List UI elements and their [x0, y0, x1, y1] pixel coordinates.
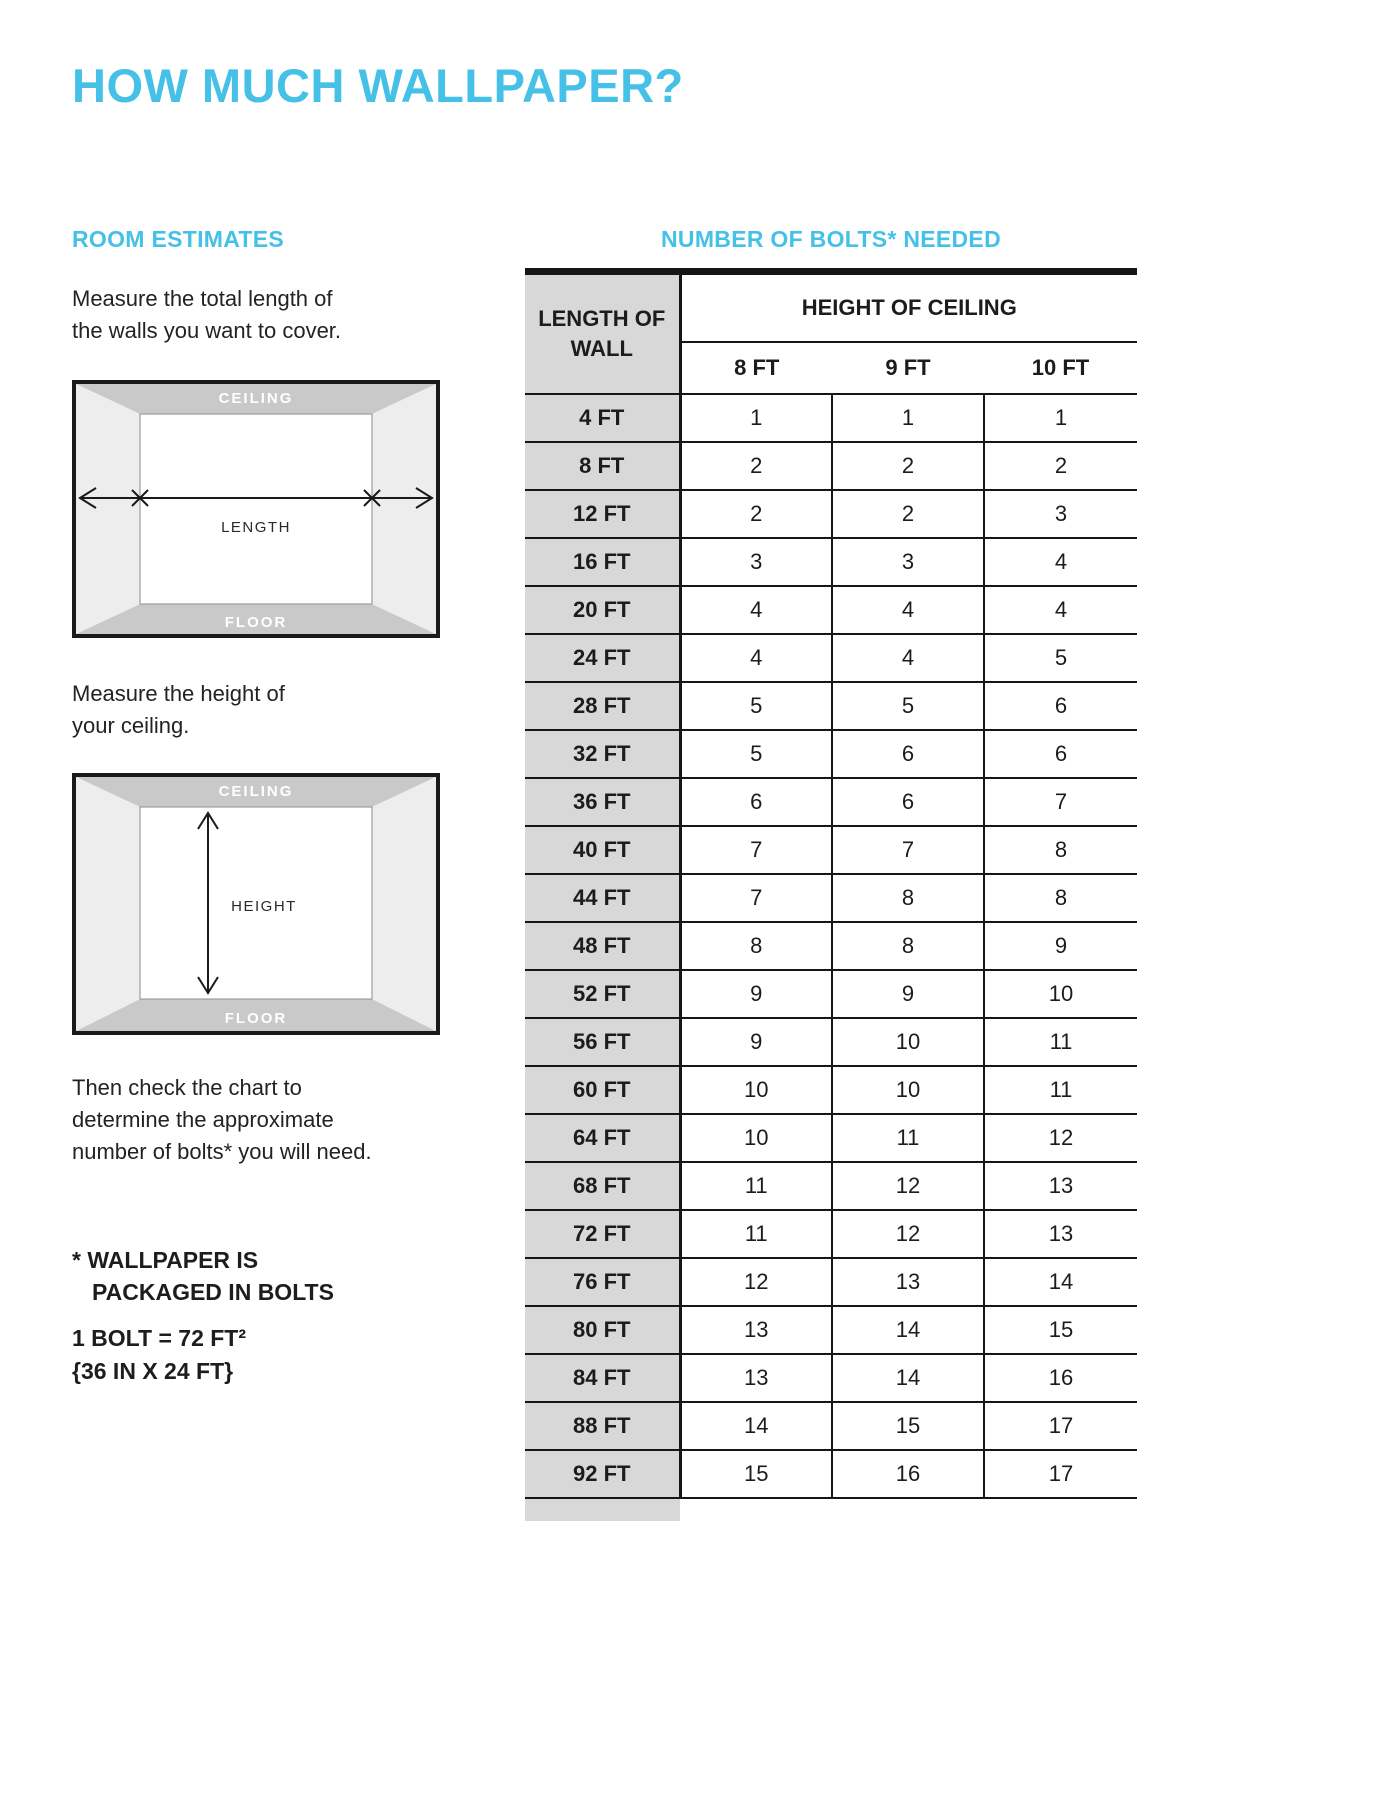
length-cell: 92 FT [525, 1450, 680, 1498]
bolts-value-cell: 15 [832, 1402, 984, 1450]
length-cell: 72 FT [525, 1210, 680, 1258]
table-row [525, 1258, 1137, 1306]
table-row [525, 682, 1137, 730]
footnote-line: * WALLPAPER IS [72, 1247, 259, 1273]
length-cell: 48 FT [525, 922, 680, 970]
bolts-value-cell: 6 [984, 682, 1137, 730]
bolts-value-cell: 10 [832, 1018, 984, 1066]
length-cell: 4 FT [525, 394, 680, 442]
length-cell: 56 FT [525, 1018, 680, 1066]
table-row [525, 490, 1137, 538]
bolts-value-cell: 4 [984, 586, 1137, 634]
floor-label: FLOOR [224, 614, 288, 631]
bolts-value-cell: 3 [832, 538, 984, 586]
length-cell: 68 FT [525, 1162, 680, 1210]
bolts-value-cell: 11 [832, 1114, 984, 1162]
bolts-value-cell: 10 [984, 970, 1137, 1018]
bolts-table-container [525, 268, 1137, 1521]
bolts-value-cell: 11 [984, 1066, 1137, 1114]
table-row [525, 778, 1137, 826]
length-cell: 64 FT [525, 1114, 680, 1162]
table-row [525, 538, 1137, 586]
table-row [525, 442, 1137, 490]
right-wall-face [372, 777, 436, 1031]
length-cell: 76 FT [525, 1258, 680, 1306]
bolts-value-cell: 3 [680, 538, 832, 586]
length-cell: 36 FT [525, 778, 680, 826]
height-of-ceiling-header: HEIGHT OF CEILING [680, 272, 1137, 343]
bolts-table [525, 268, 1137, 1499]
length-cell: 32 FT [525, 730, 680, 778]
length-cell: 60 FT [525, 1066, 680, 1114]
bolts-value-cell: 7 [680, 826, 832, 874]
length-cell: 40 FT [525, 826, 680, 874]
bolts-value-cell: 15 [984, 1306, 1137, 1354]
bolts-value-cell: 14 [984, 1258, 1137, 1306]
table-row [525, 1402, 1137, 1450]
bolts-value-cell: 8 [680, 922, 832, 970]
column-header-9ft: 9 FT [885, 355, 931, 380]
bolts-value-cell: 1 [832, 394, 984, 442]
bolts-value-cell: 2 [680, 490, 832, 538]
bolts-value-cell: 17 [984, 1402, 1137, 1450]
table-row [525, 586, 1137, 634]
bolts-value-cell: 12 [680, 1258, 832, 1306]
length-cell: 84 FT [525, 1354, 680, 1402]
instruction-line: number of bolts* you will need. [72, 1139, 372, 1164]
table-row [525, 1066, 1137, 1114]
wallpaper-bolts-footnote [72, 1244, 334, 1308]
bolts-value-cell: 1 [984, 394, 1137, 442]
table-row [525, 730, 1137, 778]
bolts-value-cell: 3 [984, 490, 1137, 538]
bolts-value-cell: 15 [680, 1450, 832, 1498]
page-title: HOW MUCH WALLPAPER? [72, 59, 684, 112]
left-wall-face [76, 384, 140, 634]
bolts-value-cell: 8 [984, 874, 1137, 922]
bolts-value-cell: 13 [832, 1258, 984, 1306]
length-cell: 52 FT [525, 970, 680, 1018]
bolts-value-cell: 11 [680, 1162, 832, 1210]
bolts-value-cell: 6 [984, 730, 1137, 778]
room-length-diagram [72, 380, 440, 638]
bolts-value-cell: 13 [680, 1354, 832, 1402]
bolts-value-cell: 5 [680, 730, 832, 778]
bolts-value-cell: 10 [680, 1114, 832, 1162]
table-row [525, 1114, 1137, 1162]
table-row [525, 1354, 1137, 1402]
bolts-value-cell: 13 [680, 1306, 832, 1354]
bolt-size-info [72, 1322, 246, 1388]
table-row [525, 634, 1137, 682]
length-cell: 24 FT [525, 634, 680, 682]
bolts-value-cell: 10 [680, 1066, 832, 1114]
bolts-value-cell: 16 [984, 1354, 1137, 1402]
bolts-value-cell: 7 [984, 778, 1137, 826]
floor-label: FLOOR [224, 1010, 288, 1027]
instruction-line: your ceiling. [72, 713, 190, 738]
instruction-measure-height [72, 678, 285, 742]
table-row [525, 1018, 1137, 1066]
bolts-value-cell: 5 [984, 634, 1137, 682]
ceiling-label: CEILING [218, 390, 294, 407]
column-header-8ft: 8 FT [734, 355, 780, 380]
bolts-value-cell: 4 [832, 634, 984, 682]
bolts-value-cell: 16 [832, 1450, 984, 1498]
table-row [525, 922, 1137, 970]
bolts-value-cell: 7 [680, 874, 832, 922]
bolts-value-cell: 12 [984, 1114, 1137, 1162]
bolts-value-cell: 6 [680, 778, 832, 826]
length-cell: 28 FT [525, 682, 680, 730]
table-row [525, 1450, 1137, 1498]
room-height-diagram [72, 773, 440, 1035]
length-cell: 12 FT [525, 490, 680, 538]
room-estimates-heading: ROOM ESTIMATES [72, 226, 285, 252]
table-row [525, 1210, 1137, 1258]
table-row [525, 394, 1137, 442]
length-cell: 88 FT [525, 1402, 680, 1450]
bolts-value-cell: 14 [832, 1306, 984, 1354]
bolts-value-cell: 5 [832, 682, 984, 730]
table-footer-stub [525, 1499, 680, 1521]
table-row [525, 826, 1137, 874]
instruction-line: Measure the height of [72, 681, 285, 706]
bolts-value-cell: 14 [832, 1354, 984, 1402]
length-cell: 16 FT [525, 538, 680, 586]
bolts-value-cell: 2 [832, 442, 984, 490]
right-wall-face [372, 384, 436, 634]
bolts-value-cell: 8 [832, 922, 984, 970]
bolts-value-cell: 14 [680, 1402, 832, 1450]
ceiling-label: CEILING [218, 783, 294, 800]
bolts-value-cell: 9 [680, 1018, 832, 1066]
bolts-value-cell: 6 [832, 778, 984, 826]
bolts-value-cell: 12 [832, 1162, 984, 1210]
footnote-line: PACKAGED IN BOLTS [92, 1279, 334, 1305]
bolts-value-cell: 12 [832, 1210, 984, 1258]
table-row [525, 970, 1137, 1018]
length-cell: 44 FT [525, 874, 680, 922]
bolts-value-cell: 4 [984, 538, 1137, 586]
bolts-value-cell: 9 [832, 970, 984, 1018]
bolt-size-line: {36 IN X 24 FT} [72, 1358, 234, 1384]
length-dimension-label: LENGTH [221, 519, 291, 536]
bolts-table-body [525, 394, 1137, 1498]
bolts-value-cell: 4 [680, 586, 832, 634]
bolts-value-cell: 4 [680, 634, 832, 682]
bolts-value-cell: 9 [984, 922, 1137, 970]
bolts-value-cell: 8 [984, 826, 1137, 874]
length-cell: 8 FT [525, 442, 680, 490]
length-of-wall-header: LENGTH OF WALL [525, 272, 680, 395]
table-row [525, 874, 1137, 922]
instruction-check-chart [72, 1072, 372, 1168]
bolts-value-cell: 6 [832, 730, 984, 778]
table-row [525, 1306, 1137, 1354]
column-header-10ft: 10 FT [1031, 355, 1090, 380]
bolts-value-cell: 5 [680, 682, 832, 730]
instruction-line: Measure the total length of [72, 286, 333, 311]
bolts-value-cell: 4 [832, 586, 984, 634]
instruction-line: the walls you want to cover. [72, 318, 342, 343]
height-dimension-label: HEIGHT [231, 898, 297, 915]
length-cell: 80 FT [525, 1306, 680, 1354]
table-header-row [525, 272, 1137, 343]
bolts-value-cell: 10 [832, 1066, 984, 1114]
bolts-value-cell: 17 [984, 1450, 1137, 1498]
length-cell: 20 FT [525, 586, 680, 634]
table-row [525, 1162, 1137, 1210]
bolts-value-cell: 7 [832, 826, 984, 874]
instruction-line: Then check the chart to [72, 1075, 302, 1100]
instruction-measure-length [72, 283, 341, 347]
bolts-value-cell: 11 [680, 1210, 832, 1258]
bolts-value-cell: 2 [984, 442, 1137, 490]
bolts-value-cell: 9 [680, 970, 832, 1018]
bolts-value-cell: 13 [984, 1162, 1137, 1210]
back-wall [140, 414, 372, 604]
bolts-value-cell: 1 [680, 394, 832, 442]
bolts-value-cell: 11 [984, 1018, 1137, 1066]
left-wall-face [76, 777, 140, 1031]
number-of-bolts-heading: NUMBER OF BOLTS* NEEDED [661, 226, 1001, 252]
bolts-value-cell: 2 [680, 442, 832, 490]
bolts-value-cell: 13 [984, 1210, 1137, 1258]
bolts-value-cell: 2 [832, 490, 984, 538]
bolt-size-line: 1 BOLT = 72 FT² [72, 1325, 247, 1351]
instruction-line: determine the approximate [72, 1107, 334, 1132]
bolts-value-cell: 8 [832, 874, 984, 922]
